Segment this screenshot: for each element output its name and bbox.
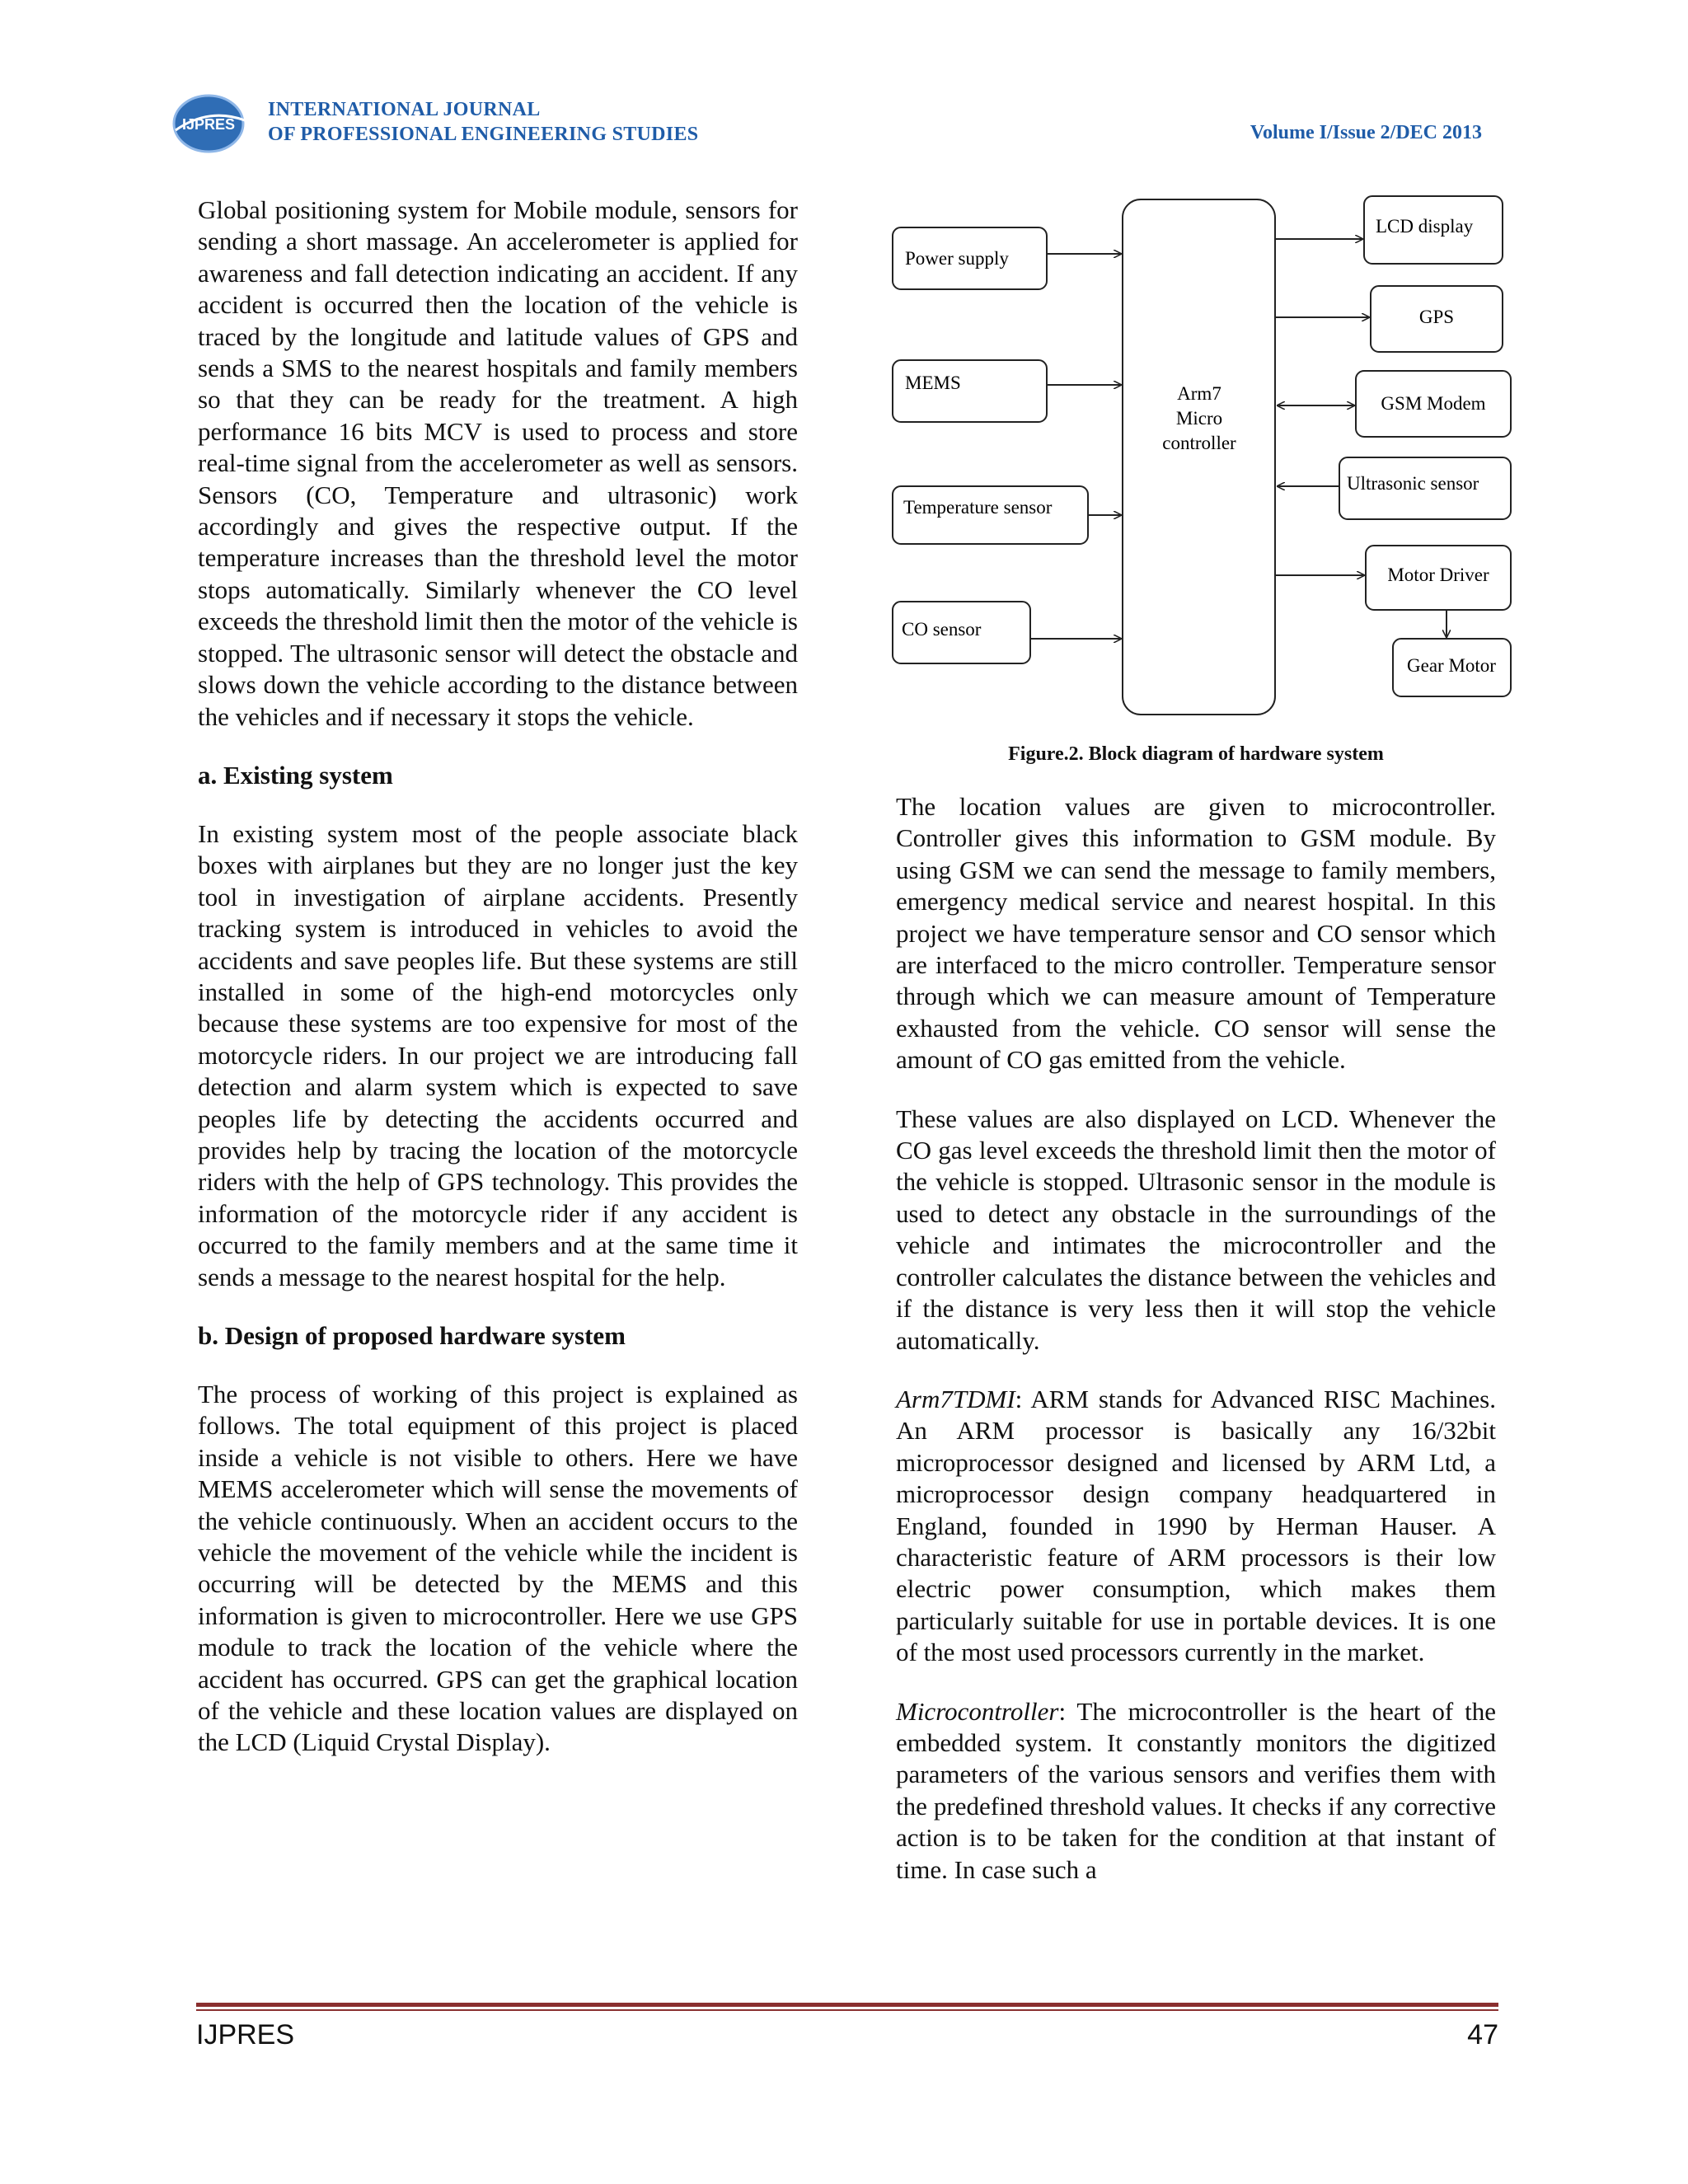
gear-motor-label: Gear Motor — [1407, 655, 1496, 676]
gps-label: GPS — [1418, 307, 1455, 327]
arm7tdmi-body: : ARM stands for Advanced RISC Machines. An ARM processor is basically any 16/32bit microprocessor designed and licensed by ARM Ltd, a microprocessor design company headquartered in England, founded in 1990 by Herman Hauser. A characteristic feature of ARM processors is their low electric power consumption, which makes them particularly suitable for use in portable devices. It is one of the most used processors currently in the market. — [896, 1384, 1496, 1667]
controller-label-line2: Micro — [1175, 408, 1223, 429]
right-paragraph-1: The location values are given to microcontroller. Controller gives this information to GSM module. By using GSM we can send the message to family members, emergency medical service and nearest hospital. In this project we have temperature sensor and CO sensor which are interfaced to the micro controller. Temperature sensor through which we can measure amount of Temperature exhausted from the vehicle. CO sensor will sense the amount of CO gas emitted from the vehicle. — [896, 792, 1496, 1075]
mems-label: MEMS — [905, 373, 961, 393]
existing-system-paragraph: In existing system most of the people associate black boxes with airplanes but they are no longer just the key tool in investigation of airplane accidents. Presently tracking system is introduced in vehicles to avoid the accidents and save peoples life. But these systems are still installed in some of the high-end motorcycles only because these systems are too expensive for most of the motorcycle riders. In our project we are introducing fall detection and alarm system which is expected to save peoples life by detecting the accidents occurred and provides help by tracing the location of the motorcycle riders with the help of GPS technology. This provides the information of the motorcycle rider if any accident is occurred to the family members and at the same time it sends a message to the nearest hospital for the help. — [198, 818, 798, 1291]
section-heading-existing: a. Existing system — [198, 760, 393, 790]
journal-name-line1: INTERNATIONAL JOURNAL — [268, 99, 541, 120]
gsm-modem-label: GSM Modem — [1381, 393, 1486, 414]
right-column — [896, 791, 1496, 1886]
figure-caption: Figure.2. Block diagram of hardware system — [1008, 743, 1384, 765]
motor-driver-label: Motor Driver — [1387, 565, 1489, 585]
footer-journal: IJPRES — [196, 2019, 295, 2050]
right-paragraph-2: These values are also displayed on LCD. Whenever the CO gas level exceeds the threshold limit then the motor of the vehicle is stopped. Ultrasonic sensor in the module is used to detect any obstacle in the surroundings of the vehicle and intimates the microcontroller and the controller calculates the distance between the vehicles and if the distance is very less then it will stop the vehicle automatically. — [896, 1104, 1496, 1355]
microcontroller-body: : The microcontroller is the heart of the embedded system. It constantly monitors the digitized parameters of the various sensors and verifies them with the predefined threshold values. It checks if any corrective action is to be taken for the condition at that instant of time. In case such a — [896, 1696, 1496, 1884]
footer-rule — [196, 2003, 1498, 2007]
section-heading-design: b. Design of proposed hardware system — [198, 1321, 626, 1350]
journal-name-line2: OF PROFESSIONAL ENGINEERING STUDIES — [268, 124, 699, 145]
issue-label: Volume I/Issue 2/DEC 2013 — [1250, 122, 1482, 143]
power-supply-label: Power supply — [905, 248, 1009, 269]
ultrasonic-sensor-label: Ultrasonic sensor — [1347, 473, 1479, 494]
microcontroller-term: Microcontroller — [896, 1696, 1059, 1726]
design-paragraph: The process of working of this project is explained as follows. The total equipment of this project is placed inside a vehicle is not visible to others. Here we have MEMS accelerometer which will sense the movements of the vehicle continuously. When an accident occurs to the vehicle the movement of the vehicle while the incident is occurring will be detected by the MEMS and this information is given to microcontroller. Here we use GPS module to track the location of the vehicle where the accident has occurred. GPS can get the graphical location of the vehicle and these location values are displayed on the LCD (Liquid Crystal Display). — [198, 1380, 798, 1757]
controller-label-line1: Arm7 — [1177, 383, 1221, 404]
journal-name — [268, 97, 698, 147]
temperature-sensor-label: Temperature sensor — [903, 497, 1053, 518]
logo-text: IJPRES — [181, 116, 236, 133]
arm7tdmi-term: Arm7TDMI — [896, 1384, 1015, 1413]
intro-paragraph: Global positioning system for Mobile module, sensors for sending a short massage. An accelerometer is applied for awareness and fall detection indicating an accident. If any accident is occurred then the location of the vehicle is traced by the longitude and latitude values of GPS and sends a SMS to the nearest hospitals and family members so that they can be ready for the treatment. A high performance 16 bits MCV is used to process and store real-time signal from the accelerometer as well as sensors. Sensors (CO, Temperature and ultrasonic) work accordingly and gives the respective output. If the temperature increases than the threshold level the motor stops automatically. Similarly whenever the CO level exceeds the threshold limit then the motor of the vehicle is stopped. The ultrasonic sensor will detect the obstacle and slows down the vehicle according to the distance between the vehicles and if necessary it stops the vehicle. — [198, 195, 798, 731]
controller-block — [1123, 199, 1275, 715]
journal-logo — [169, 91, 251, 157]
arm7tdmi-paragraph — [896, 1384, 1496, 1669]
controller-label-line3: controller — [1162, 433, 1236, 453]
footer-rule-thin — [196, 2009, 1498, 2011]
page-number: 47 — [1467, 2019, 1498, 2050]
microcontroller-paragraph — [896, 1696, 1496, 1886]
lcd-display-label: LCD display — [1376, 216, 1474, 237]
block-diagram — [890, 190, 1533, 725]
co-sensor-label: CO sensor — [902, 619, 982, 640]
left-column — [198, 194, 798, 1786]
